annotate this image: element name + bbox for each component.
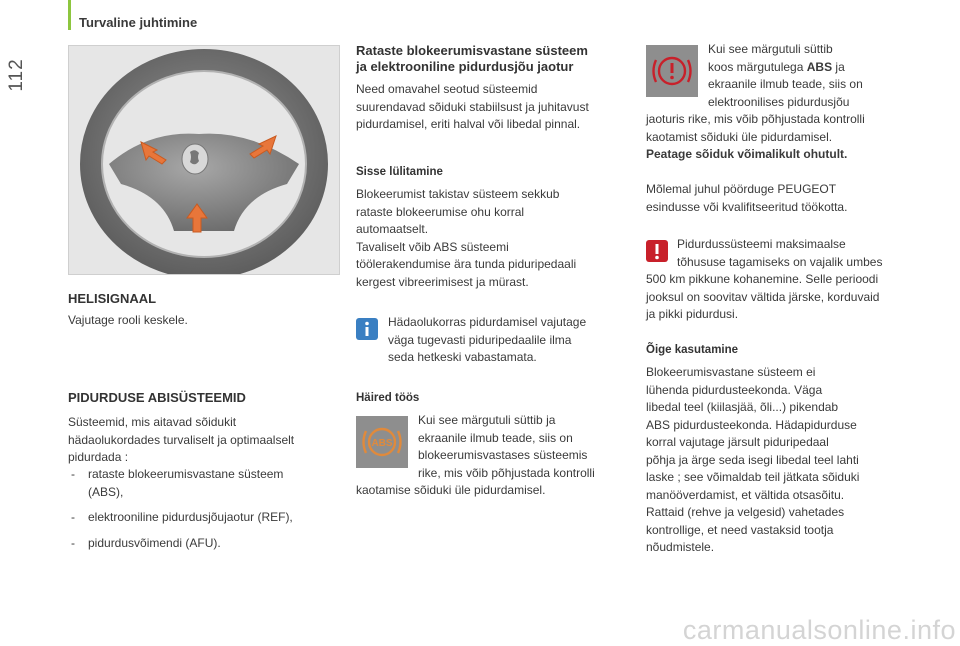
braking-intro: Süsteemid, mis aitavad sõidukit hädaolukordades turvaliselt ja optimaalselt pidurdada : (68, 415, 295, 464)
braking-systems-list (68, 466, 338, 552)
abs-ref-heading: Rataste blokeerumisvastane süsteem ja elektrooniline pidurdusjõu jaotur (356, 43, 588, 74)
svg-text:ABS: ABS (371, 438, 393, 449)
activation-heading: Sisse lülitamine (356, 166, 443, 178)
caution-icon (646, 240, 668, 262)
brake-warning-lamp-icon (646, 45, 698, 97)
section-title: Turvaline juhtimine (79, 15, 198, 30)
page-number: 112 (6, 58, 27, 92)
info-icon (356, 318, 378, 340)
list-item: - rataste blokeerumisvastane süsteem (ABS), (68, 466, 338, 501)
horn-heading: HELISIGNAAL (68, 291, 157, 306)
info-note: Hädaolukorras pidurdamisel vajutage väga tugevasti piduripedaalile ilma seda hetkeski vabastamata. (388, 315, 587, 364)
brake-warning-text: Kui see märgutuli süttib koos märgutulega ABS ja ekraanile ilmub teade, siis on elektroonilises pidurdusjõu (708, 42, 863, 109)
activation-text: Blokeerumist takistav süsteem sekkub rataste blokeerumise ohu korral automaatselt. Tavaliselt võib ABS süsteemi töölerakendumise ära tunda piduripedaali kergest vibreerimisest ja mürast. (356, 187, 577, 289)
section-accent-bar (68, 0, 71, 30)
usage-text: Blokeerumisvastane süsteem ei lühenda pidurdusteekonda. Väga libedal teel (kiilasjää, õli...) pikendab ABS pidurdusteekonda. Hädapidurduse korral vajutage järsult piduripedaal põhja ja ärge seda isegi libedal teel lahti laske ; see võimaldab teil jätkata sõiduki manööverdamist, et vältida otsasõitu. Rattaid (rehve ja velgesid) vahetades kontrollige, et need vastaksid tootja nõudmistele. (646, 365, 860, 554)
faults-text-tail: kaotamise sõiduki üle pidurdamisel. (356, 483, 546, 497)
dealer-contact-text: Mõlemal juhul pöörduge PEUGEOT esindusse või kvalifitseeritud töökotta. (646, 182, 848, 214)
list-item: - pidurdusvõimendi (AFU). (68, 535, 338, 553)
steering-wheel-illustration (68, 45, 340, 275)
faults-text: Kui see märgutuli süttib ja ekraanile ilmub teade, siis on blokeerumisvastases süsteemis rike, mis võib põhjustada kontrolli (418, 413, 595, 480)
watermark: carmanualsonline.info (682, 615, 956, 645)
abs-ref-intro: Need omavahel seotud süsteemid suurendavad sõiduki stabiilsust ja juhitavust pidurdamisel, eriti halval või libedal pinnal. (356, 82, 589, 131)
caution-text: Pidurdussüsteemi maksimaalse tõhususe tagamiseks on vajalik umbes (677, 237, 883, 269)
abs-warning-lamp-icon (356, 416, 408, 468)
horn-text: Vajutage rooli keskele. (68, 313, 188, 327)
caution-text-tail: 500 km pikkune kohanemine. Selle perioodi jooksul on soovitav vältida järske, korduvaid ja pikki pidurdusi. (646, 272, 880, 321)
usage-heading: Õige kasutamine (646, 344, 739, 356)
faults-heading: Häired töös (356, 392, 420, 404)
list-item: - elektrooniline pidurdusjõujaotur (REF), (68, 509, 338, 527)
braking-heading: PIDURDUSE ABISÜSTEEMID (68, 390, 246, 405)
brake-warning-text-tail: jaoturis rike, mis võib põhjustada kontrolli kaotamist sõiduki üle pidurdamisel. Peatage sõiduk võimalikult ohutult. (646, 112, 865, 161)
